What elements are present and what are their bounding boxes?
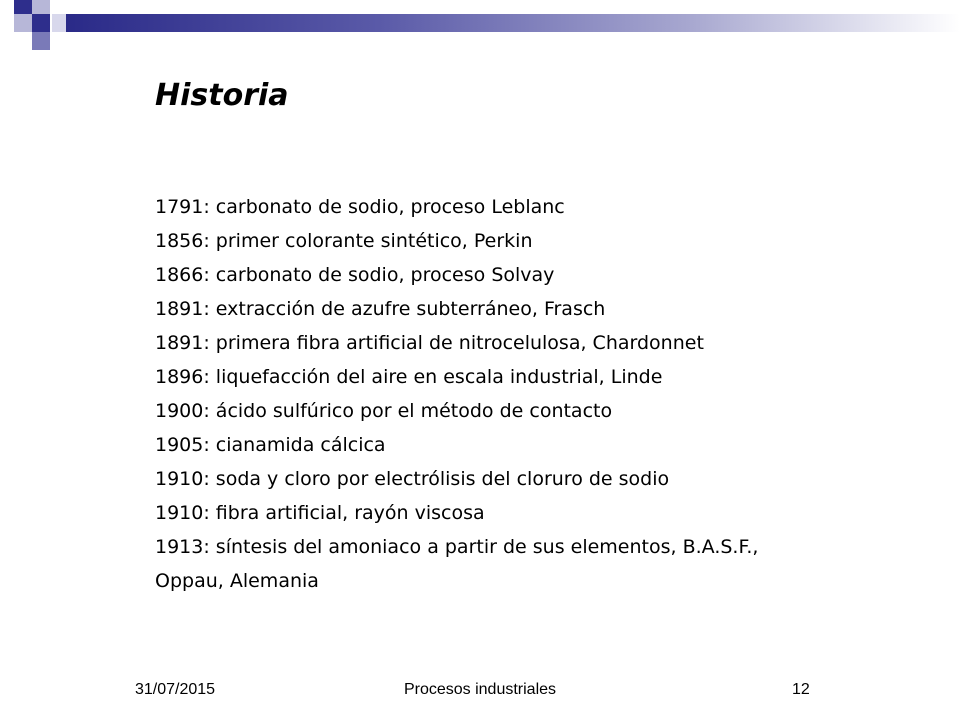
page-number: 12 — [792, 681, 810, 698]
history-line: 1910: fibra artificial, rayón viscosa — [155, 502, 485, 524]
footer-title: Procesos industriales — [403, 681, 557, 698]
decor-square — [32, 32, 50, 50]
history-line: 1866: carbonato de sodio, proceso Solvay — [155, 264, 555, 286]
decor-square — [52, 14, 66, 32]
history-line: 1910: soda y cloro por electrólisis del cloruro de sodio — [155, 468, 670, 490]
header-gradient-bar — [66, 14, 960, 32]
history-line: 1791: carbonato de sodio, proceso Leblanc — [155, 196, 565, 218]
footer-date: 31/07/2015 — [135, 681, 216, 698]
history-line: Oppau, Alemania — [155, 570, 319, 592]
history-line: 1913: síntesis del amoniaco a partir de sus elementos, B.A.S.F., — [155, 536, 759, 558]
decor-square — [14, 14, 32, 32]
history-list — [155, 190, 915, 598]
history-line: 1891: primera fibra artificial de nitrocelulosa, Chardonnet — [155, 332, 704, 354]
history-line: 1900: ácido sulfúrico por el método de contacto — [155, 400, 613, 422]
history-line: 1896: liquefacción del aire en escala industrial, Linde — [155, 366, 663, 388]
decor-square — [14, 0, 32, 14]
history-line: 1856: primer colorante sintético, Perkin — [155, 230, 533, 252]
slide-title: Historia — [155, 78, 289, 113]
history-line: 1905: cianamida cálcica — [155, 434, 386, 456]
history-line: 1891: extracción de azufre subterráneo, Frasch — [155, 298, 606, 320]
decor-square — [32, 0, 50, 14]
decor-square — [32, 14, 50, 32]
